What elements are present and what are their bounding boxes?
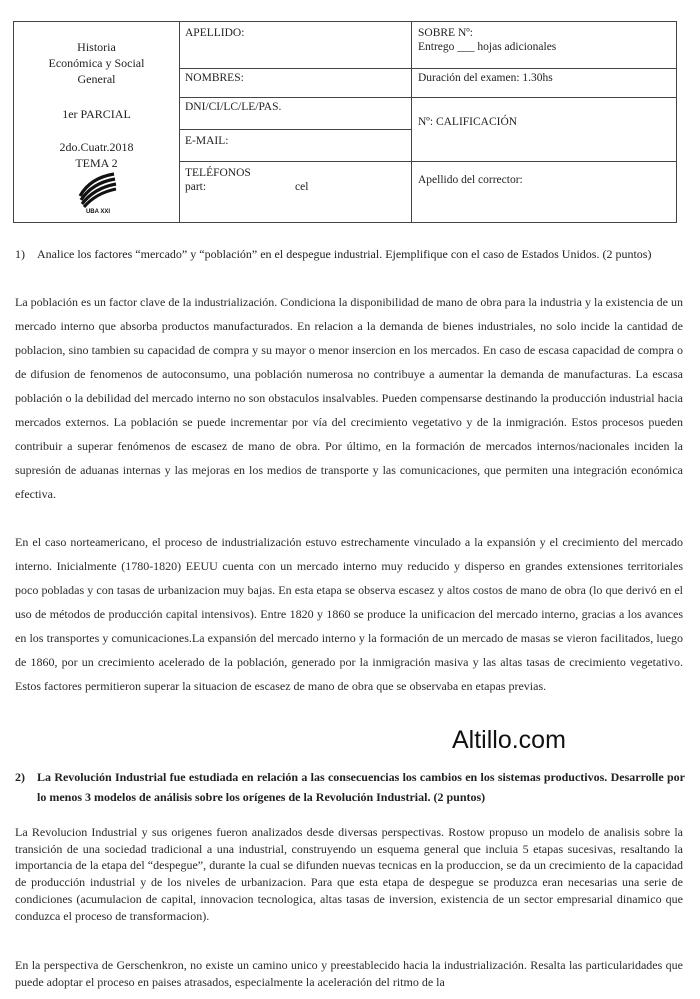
subject-line-3: General bbox=[77, 72, 116, 86]
telefonos-label: TELÉFONOS bbox=[185, 167, 251, 179]
email-field: E-MAIL: bbox=[185, 135, 229, 147]
uba-xxi-logo-icon bbox=[76, 170, 120, 214]
dni-field: DNI/CI/LC/LE/PAS. bbox=[185, 101, 282, 113]
telefono-part-label: part: bbox=[185, 181, 207, 193]
exam-term: 2do.Cuatr.2018 bbox=[59, 140, 134, 154]
sobre-field: SOBRE Nº: bbox=[418, 27, 474, 39]
telefono-cel-label: cel bbox=[295, 181, 309, 193]
exam-info-cell bbox=[14, 22, 179, 222]
calificacion-field: Nº: CALIFICACIÓN bbox=[418, 116, 518, 128]
subject-line-1: Historia bbox=[77, 40, 116, 54]
answer-2-paragraph-1: La Revolucion Industrial y sus origenes fueron analizados desde diversas perspectivas. Rostow propuso un modelo de analisis sobre la transición de una sociedad tradicional a una industrial, construyendo un esquema general que incluia 5 etapas sucesivas, resaltando la importancia de la etapa del “despegue”, durante la cual se difunden nuevas tecnicas en la produccion, se da un crecimiento de la capacidad de producción industrial y de los niveles de urbanizacion. Para que esta etapa de despegue se produzca eran necesarias una serie de condiciones (acumulacion de capital, innovacion tecnologica, altas tasas de inversion, existencia de un sector empresarial dinamico que conduzca el proceso de transformacion). bbox=[15, 825, 683, 923]
duracion-field: Duración del examen: 1.30hs bbox=[418, 72, 553, 84]
entrego-field: Entrego ___ hojas adicionales bbox=[418, 41, 557, 53]
question-2-number: 2) bbox=[15, 770, 25, 784]
watermark-text: Altillo.com bbox=[452, 726, 566, 754]
corrector-field: Apellido del corrector: bbox=[418, 174, 523, 186]
question-2 bbox=[15, 767, 685, 807]
exam-theme: TEMA 2 bbox=[75, 156, 118, 170]
question-1-number: 1) bbox=[15, 247, 25, 261]
question-1 bbox=[15, 242, 685, 290]
nombres-field: NOMBRES: bbox=[185, 72, 244, 84]
question-1-text: Analice los factores “mercado” y “población” en el despegue industrial. Ejemplifique con el caso de Estados Unidos. (2 puntos) bbox=[37, 247, 652, 261]
answer-1-paragraph-1: La población es un factor clave de la industrialización. Condiciona la disponibilidad de mano de obra para la industria y la existencia de un mercado interno que absorba productos manufacturados. En relacion a la demanda de bienes industriales, no solo incide la cantidad de poblacion, sino tambien su capacidad de compra y su mayor o menor insercion en los mercados. En caso de escasa capacidad de compra o de difusion de fenomenos de autoconsumo, una población numerosa no contribuye a aumentar la demanda de manufacturas. La escasa población o la debilidad del mercado interno no son obstaculos insalvables. Pueden compensarse destinando la producción industrial hacia mercados externos. La población se puede incrementar por vía del crecimiento vegetativo y de la inmigración. Estos procesos pueden contribuir a superar fenómenos de escasez de mano de obra. Por último, en la formación de mercados internos/nacionales inciden la supresión de aduanas internas y las mejoras en los medios de transporte y las comunicaciones, que permiten una integración económica efectiva. bbox=[15, 295, 683, 501]
subject-line-2: Económica y Social bbox=[48, 56, 145, 70]
exam-header-table bbox=[13, 21, 677, 223]
exam-name: 1er PARCIAL bbox=[62, 107, 131, 121]
answer-2-paragraph-2: En la perspectiva de Gerschenkron, no existe un camino unico y preestablecido hacia la industrialización. Resalta las particularidades que puede adoptar el proceso en paises atrasados, especialmente la aceleración del ritmo de la bbox=[15, 958, 683, 989]
apellido-field: APELLIDO: bbox=[185, 27, 245, 39]
question-2-text: La Revolución Industrial fue estudiada en relación a las consecuencias los cambios en los sistemas productivos. Desarrolle por lo menos 3 modelos de análisis sobre los orígenes de la Revolución Industrial. (2 puntos) bbox=[37, 770, 685, 804]
answer-1-paragraph-2: En el caso norteamericano, el proceso de industrialización estuvo estrechamente vinculado a la expansión y el crecimiento del mercado interno. Inicialmente (1780-1820) EEUU cuenta con un mercado interno muy reducido y disperso en grandes extensiones territoriales poco pobladas y con tasas de urbanizacion muy bajas. En esta etapa se observa escasez y altos costos de mano de obra (lo que derivó en el uso de métodos de producción capital intensivos). Entre 1820 y 1860 se produce la unificacion del mercado interno, gracias a los avances en los transportes y comunicaciones.La expansión del mercado interno y la formación de un mercado de masas se vieron facilitados, luego de 1860, por un crecimiento acelerado de la población, generado por la inmigración masiva y las altas tasas de crecimiento vegetativo. Estos factores permitieron superar la situacion de escasez de mano de obra que se observaba en etapas previas. bbox=[15, 535, 683, 693]
logo-text: UBA XXI bbox=[85, 209, 111, 214]
